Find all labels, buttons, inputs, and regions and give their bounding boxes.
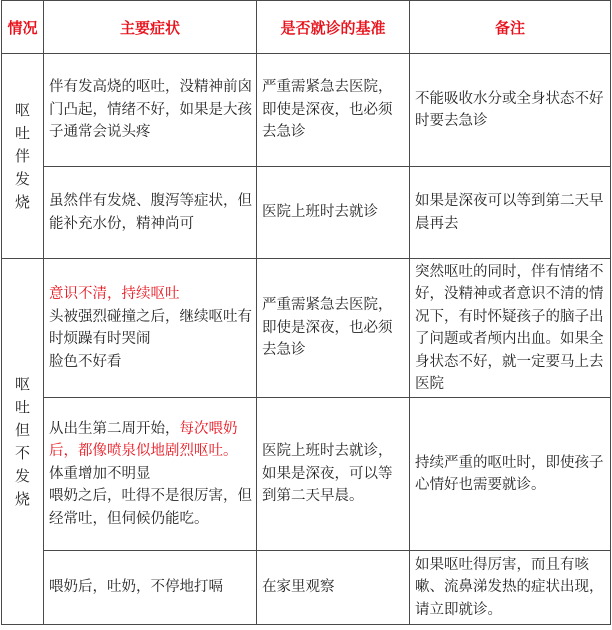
table-row [2, 54, 611, 167]
situation-char: 吐 [14, 123, 30, 142]
situation-char: 烧 [14, 192, 30, 211]
criteria-cell: 严重需紧急去医院，即使是深夜，也必须去急诊 [257, 54, 410, 167]
symptom-cell [44, 398, 257, 551]
situation-vomit-without-fever [2, 259, 44, 625]
situation-vomit-with-fever [2, 54, 44, 259]
note-cell: 如果是深夜可以等到第二天早晨再去 [410, 167, 611, 259]
situation-char: 呕 [14, 100, 30, 119]
symptom-cell [44, 54, 257, 167]
header-notes: 备注 [410, 1, 611, 54]
symptom-table [1, 0, 611, 625]
table-row [2, 551, 611, 625]
table-row [2, 167, 611, 259]
situation-char: 呕 [14, 374, 30, 393]
criteria-cell: 医院上班时去就诊，如果是深夜，可以等到第二天早晨。 [257, 398, 410, 551]
symptom-line [49, 418, 252, 463]
criteria-cell: 严重需紧急去医院，即使是深夜，也必须去急诊 [257, 259, 410, 398]
symptom-text: 体重增加不明显 [49, 465, 151, 482]
symptom-warning-text: 意识不清，持续呕吐 [49, 286, 180, 302]
criteria-cell: 医院上班时去就诊 [257, 167, 410, 259]
note-cell: 如果呕吐得厉害，而且有咳嗽、流鼻涕发热的症状出现，请立即就诊。 [410, 551, 611, 625]
situation-char: 烧 [14, 489, 30, 508]
symptom-cell [44, 167, 257, 259]
header-visit-criteria: 是否就诊的基准 [257, 1, 410, 54]
situation-char: 但 [14, 420, 30, 439]
header-main-symptoms: 主要症状 [44, 1, 257, 54]
symptom-text: 喂奶之后，吐得不是很厉害，但经常吐，但伺候仍能吃。 [49, 488, 252, 527]
symptom-cell [44, 259, 257, 398]
symptom-text: 头被强烈碰撞之后，继续呕吐有时烦躁有时哭闹 [49, 308, 252, 347]
symptom-warning-text: 每次喂奶后，都像喷泉似地剧烈呕吐。 [49, 420, 238, 460]
note-cell: 不能吸收水分或全身状态不好时要去急诊 [410, 54, 611, 167]
situation-char: 发 [14, 466, 30, 485]
symptom-text: 从出生第二周开始， [49, 420, 180, 437]
table-row [2, 259, 611, 398]
symptom-text: 脸色不好看 [49, 353, 122, 370]
situation-char: 不 [14, 443, 30, 462]
situation-char: 吐 [14, 397, 30, 416]
symptom-cell [44, 551, 257, 625]
note-cell: 持续严重的呕吐时，即使孩子心情好也需要就诊。 [410, 398, 611, 551]
criteria-cell: 在家里观察 [257, 551, 410, 625]
symptom-text: 虽然伴有发烧、腹泻等症状，但能补充水份，精神尚可 [49, 193, 252, 232]
situation-char: 伴 [14, 146, 30, 165]
symptom-text: 喂奶后，吐奶，不停地打嗝 [49, 579, 223, 596]
note-cell: 突然呕吐的同时，伴有情绪不好，没精神或者意识不清的情况下，有时怀疑孩子的脑子出了问题或者颅内出血。如果全身状态不好，就一定要马上去医院 [410, 259, 611, 398]
table-row [2, 398, 611, 551]
header-row [2, 1, 611, 54]
header-situation: 情况 [2, 1, 44, 54]
symptom-text: 伴有发高烧的呕吐，没精神前囟门凸起，情绪不好，如果是大孩子通常会说头疼 [49, 79, 252, 141]
situation-char: 发 [14, 169, 30, 188]
